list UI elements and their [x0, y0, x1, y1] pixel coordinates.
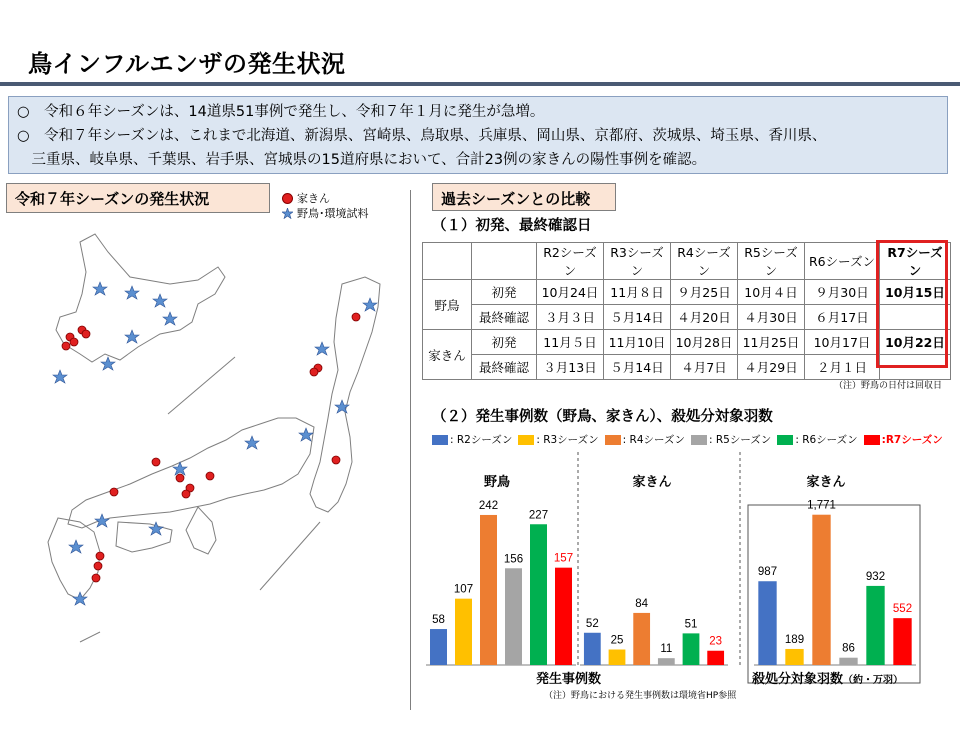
legend-label: : R2シーズン — [450, 434, 513, 446]
bar — [683, 633, 700, 665]
table-cell: ４月20日 — [671, 305, 738, 330]
chart-title: 野鳥 — [483, 474, 511, 489]
header-r5: R5シーズン — [738, 243, 805, 280]
table-cell: ３月13日 — [537, 355, 604, 380]
bar — [530, 524, 547, 665]
bar — [480, 515, 497, 665]
table-cell: ５月14日 — [604, 355, 671, 380]
bar-value-label: 157 — [553, 552, 574, 565]
row-label-last: 最終確認 — [472, 355, 537, 380]
legend-label: : R3シーズン — [536, 434, 599, 446]
bar-value-label: 932 — [865, 570, 886, 583]
summary-line-1: ○ 令和６年シーズンは、14道県51事例で発生し、令和７年１月に発生が急増。 — [17, 104, 545, 120]
bar — [633, 613, 650, 665]
header-r4: R4シーズン — [671, 243, 738, 280]
bar — [455, 599, 472, 665]
row-label-first: 初発 — [472, 280, 537, 305]
bar — [584, 633, 601, 665]
header-r6: R6シーズン — [805, 243, 880, 280]
bar — [505, 568, 522, 665]
table-note: （注）野鳥の日付は回収日 — [834, 381, 943, 391]
legend-poultry: 家きん — [297, 192, 330, 205]
row-label-first: 初発 — [472, 330, 537, 355]
bar-value-label: 51 — [684, 618, 698, 631]
bar-value-label: 23 — [709, 635, 723, 648]
bar-value-label: 52 — [585, 617, 599, 630]
table-cell: 11月５日 — [537, 330, 604, 355]
legend-label: : R6シーズン — [795, 434, 858, 446]
bar-value-label: 25 — [610, 634, 624, 647]
table-cell: 11月10日 — [604, 330, 671, 355]
bar — [758, 581, 776, 665]
bar-value-label: 987 — [757, 566, 778, 579]
table-cell: 11月８日 — [604, 280, 671, 305]
comparison-heading: 過去シーズンとの比較 — [432, 183, 616, 211]
table-cell: ３月３日 — [537, 305, 604, 330]
bar-value-label: 1,771 — [807, 499, 836, 512]
bar — [707, 651, 724, 665]
bar — [555, 568, 572, 665]
culled-axis-label — [752, 668, 903, 687]
bar — [609, 650, 626, 666]
bar-value-label: 86 — [842, 642, 855, 655]
bar — [430, 629, 447, 665]
page-title: 鳥インフルエンザの発生状況 — [28, 50, 346, 78]
table-cell: 10月24日 — [537, 280, 604, 305]
bar — [839, 658, 857, 665]
header-r3: R3シーズン — [604, 243, 671, 280]
table-cell: ２月１日 — [805, 355, 880, 380]
header-r7: R7シーズン — [880, 243, 951, 280]
bar-value-label: 107 — [453, 583, 474, 596]
comparison-sub2: （２）発生事例数（野鳥、家きん）、殺処分対象羽数 — [432, 409, 773, 425]
bar — [658, 658, 675, 665]
table-cell: ９月25日 — [671, 280, 738, 305]
map-heading: 令和７年シーズンの発生状況 — [6, 183, 270, 213]
bar-value-label: 58 — [432, 614, 445, 627]
bar-value-label: 552 — [892, 603, 913, 616]
bar — [866, 586, 884, 665]
bar — [785, 649, 803, 665]
chart-title: 家きん — [806, 474, 846, 489]
chart-title: 家きん — [632, 474, 672, 489]
table-cell: 10月17日 — [805, 330, 880, 355]
legend-wild: 野鳥･環境試料 — [297, 207, 369, 220]
bar-value-label: 156 — [503, 553, 524, 566]
table-cell: 11月25日 — [738, 330, 805, 355]
culled-unit: （約・万羽） — [843, 675, 904, 686]
table-cell: 10月15日 — [880, 280, 951, 305]
bar-value-label: 189 — [784, 633, 805, 646]
row-label-last: 最終確認 — [472, 305, 537, 330]
table-cell: ９月30日 — [805, 280, 880, 305]
legend-label: : R5シーズン — [708, 434, 772, 446]
culled-label: 殺処分対象羽数 — [752, 672, 844, 687]
header-r2: R2シーズン — [537, 243, 604, 280]
bar-value-label: 242 — [478, 499, 499, 512]
table-cell: ４月29日 — [738, 355, 805, 380]
legend-label: :R7シーズン — [881, 434, 943, 446]
table-cell: 10月28日 — [671, 330, 738, 355]
group-wild: 野鳥 — [423, 280, 472, 330]
comparison-sub1: （１）初発、最終確認日 — [432, 218, 592, 234]
table-cell: ４月30日 — [738, 305, 805, 330]
table-cell: ５月14日 — [604, 305, 671, 330]
cases-axis-label: 発生事例数 — [536, 672, 602, 687]
table-cell: ４月7日 — [671, 355, 738, 380]
bar-value-label: 84 — [635, 597, 649, 610]
bar-value-label: 11 — [660, 643, 673, 656]
bar — [812, 515, 830, 665]
table-cell: 10月22日 — [880, 330, 951, 355]
summary-line-3: 三重県、岐阜県、千葉県、岩手県、宮城県の15道府県において、合計23例の家きんの陽性事例を確認。 — [17, 152, 707, 168]
table-cell: 10月４日 — [738, 280, 805, 305]
group-poultry: 家きん — [423, 330, 472, 380]
table-cell: ６月17日 — [805, 305, 880, 330]
bar-value-label: 227 — [528, 509, 549, 522]
cases-note: （注）野鳥における発生事例数は環境省HP参照 — [544, 691, 737, 701]
summary-line-2: ○ 令和７年シーズンは、これまで北海道、新潟県、宮崎県、鳥取県、兵庫県、岡山県、京都府、茨城県、埼玉県、香川県、 — [17, 128, 827, 144]
legend-label: : R4シーズン — [622, 434, 685, 446]
bar — [893, 618, 911, 665]
